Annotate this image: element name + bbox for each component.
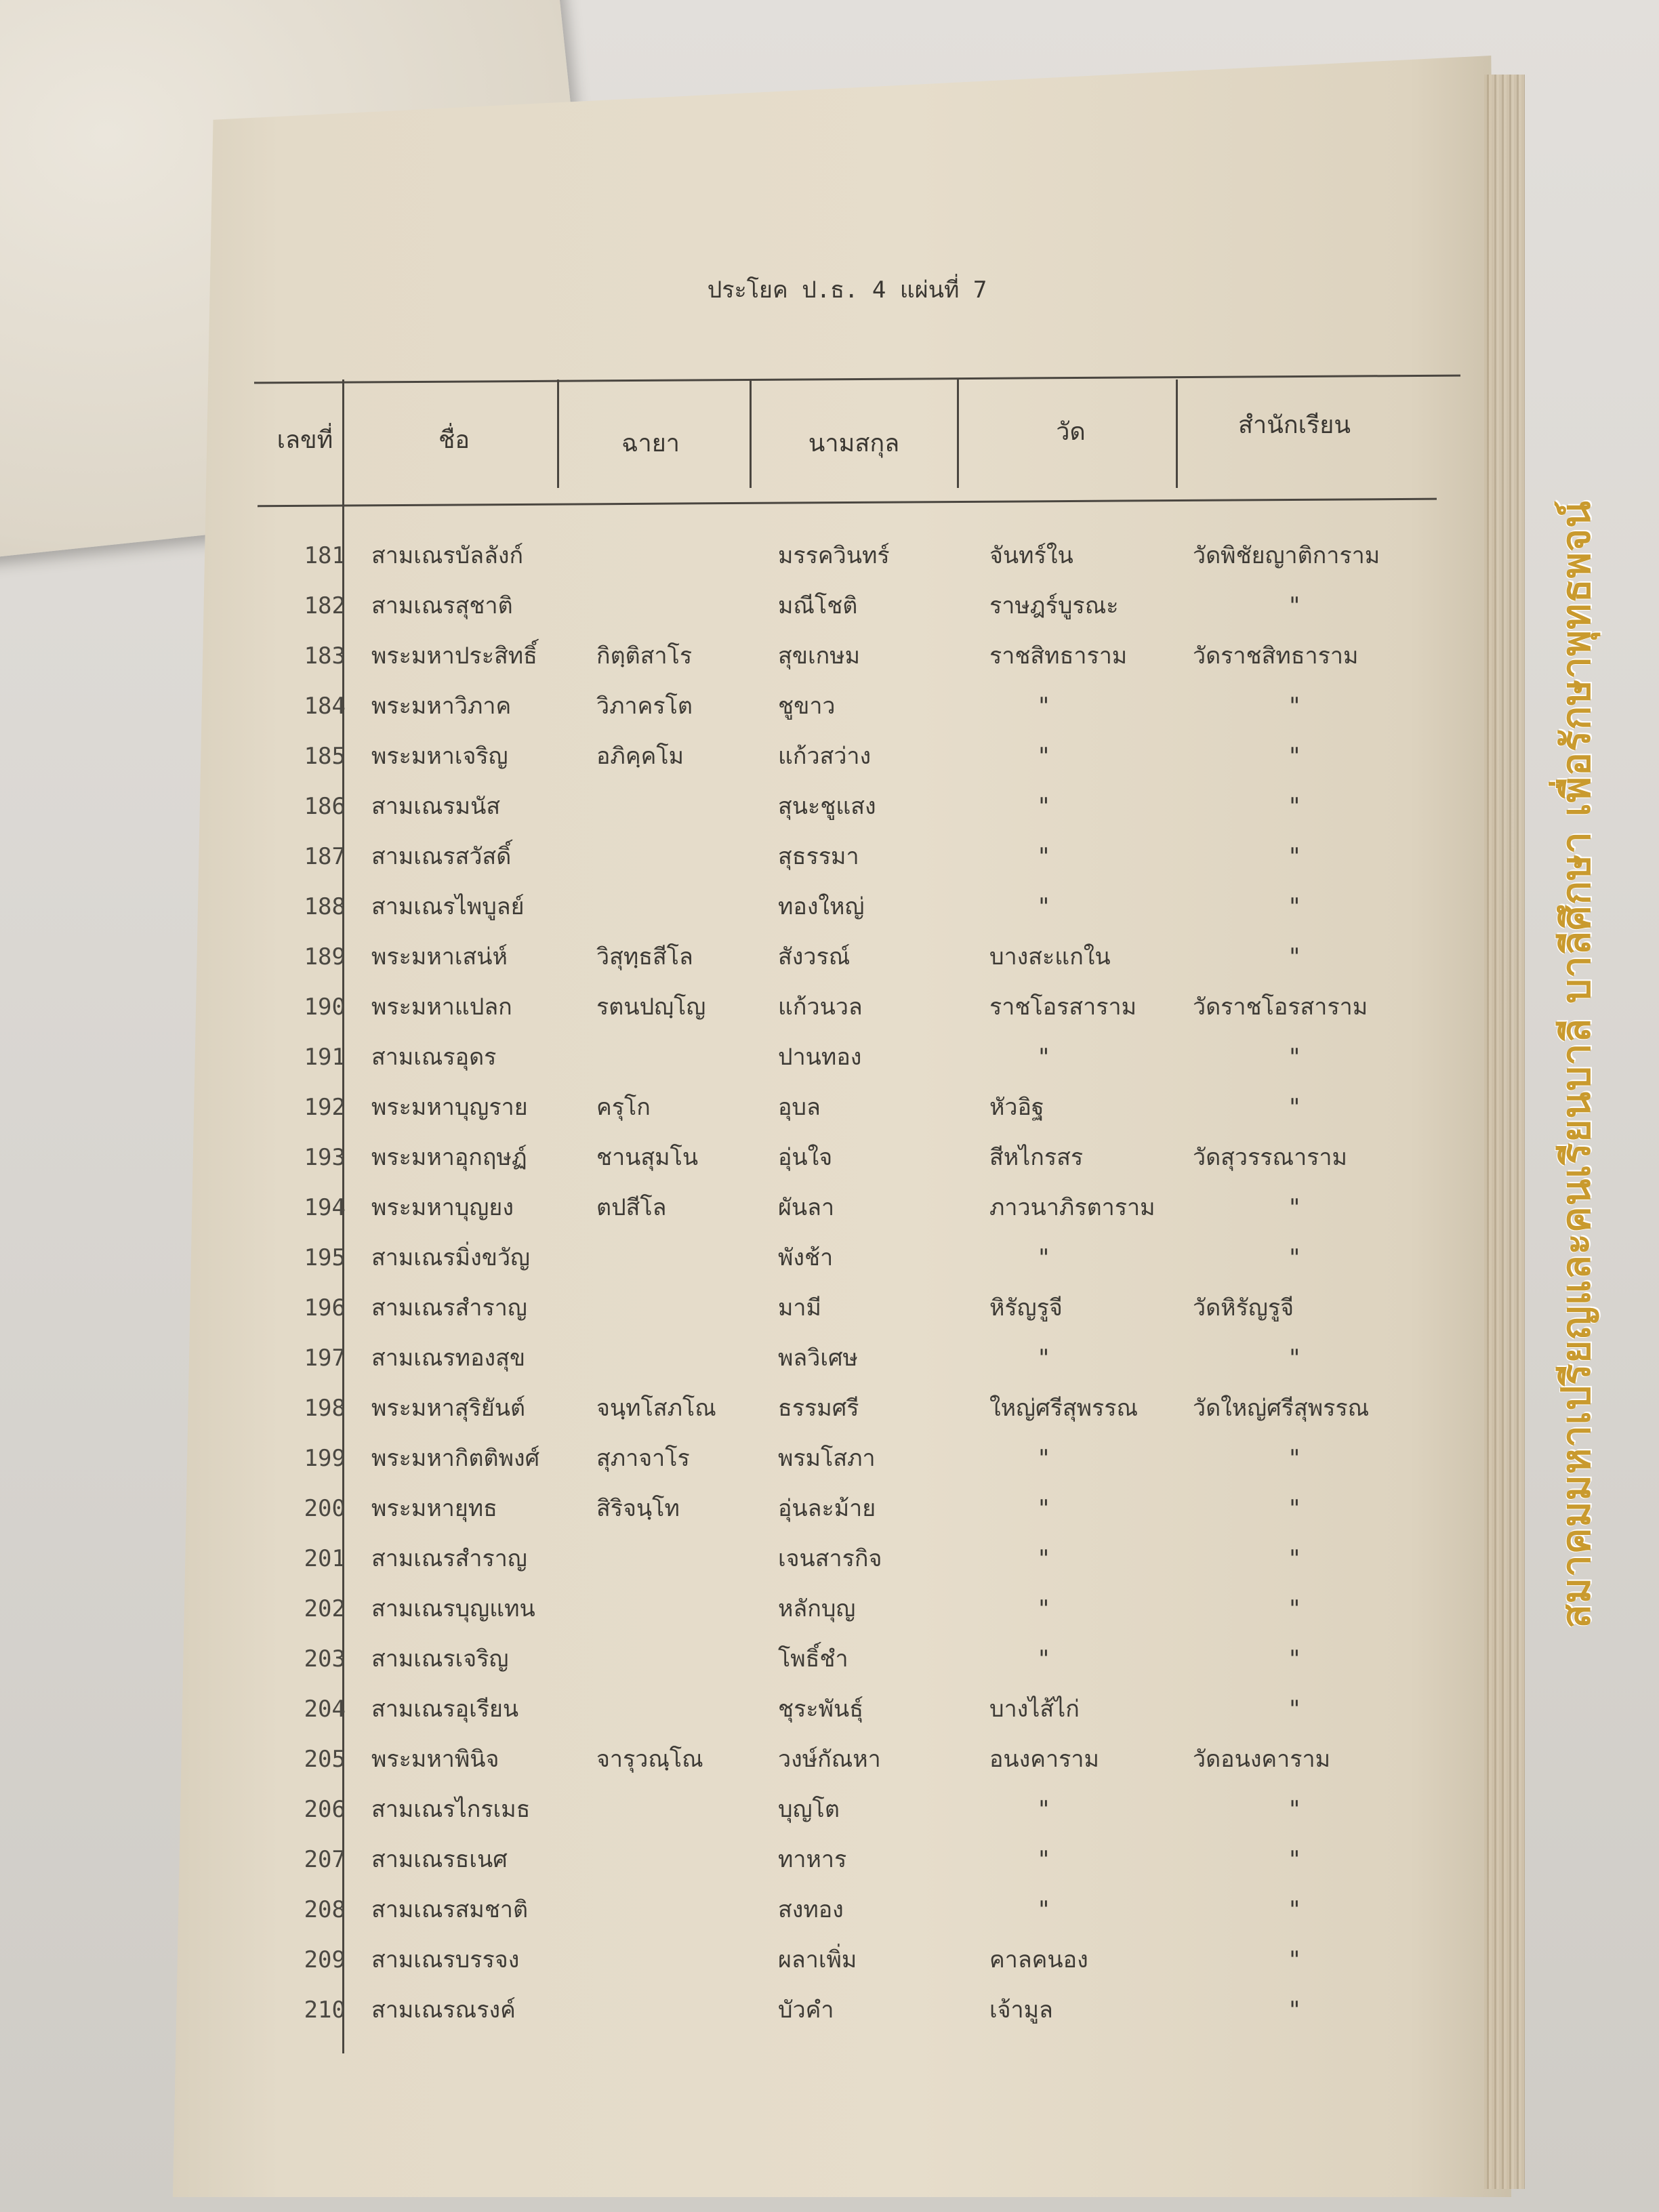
row-school: " [1288, 1946, 1302, 1973]
row-number: 198 [304, 1395, 346, 1422]
row-school: " [1288, 1595, 1302, 1622]
row-surname: วงษ์กัณหา [778, 1746, 881, 1773]
row-number: 192 [304, 1094, 346, 1121]
row-number: 193 [304, 1144, 346, 1171]
row-temple: " [1037, 1896, 1051, 1923]
row-temple: บางสะแกใน [989, 943, 1111, 970]
row-number: 209 [304, 1946, 346, 1973]
table-row [0, 1839, 1659, 1880]
row-surname: ผลาเพิ่ม [778, 1946, 857, 1973]
row-name: สามเณรบัลลังก์ [371, 542, 524, 569]
table-row [0, 1087, 1659, 1128]
row-school: " [1288, 1345, 1302, 1372]
row-number: 206 [304, 1796, 346, 1823]
row-school: " [1288, 1244, 1302, 1271]
row-name: พระมหาสุริยันต์ [371, 1395, 526, 1422]
table-row [0, 1940, 1659, 1980]
row-name: พระมหาบุญราย [371, 1094, 528, 1121]
watermark-text: สมาคมมหาเปรียญและคนเรียนบาลี บาลีศึกษา เพื่อรักษาพุทธพจน์ [1553, 499, 1599, 1629]
row-surname: มรรควินทร์ [778, 542, 890, 569]
row-name: สามเณรมนัส [371, 793, 501, 820]
row-number: 182 [304, 592, 346, 619]
row-alias: สุภาจาโร [596, 1445, 690, 1472]
row-school: " [1288, 743, 1302, 770]
row-school: วัดหิรัญรูจี [1193, 1294, 1294, 1322]
row-name: พระมหาพินิจ [371, 1746, 499, 1773]
row-temple: ราษฎร์บูรณะ [989, 592, 1119, 619]
row-surname: โพธิ์ชำ [778, 1645, 848, 1673]
table-row [0, 1338, 1659, 1378]
row-temple: " [1037, 693, 1051, 720]
row-name: พระมหาบุญยง [371, 1194, 514, 1221]
table-row [0, 1538, 1659, 1579]
row-number: 194 [304, 1194, 346, 1221]
row-number: 183 [304, 642, 346, 670]
row-number: 190 [304, 994, 346, 1021]
row-temple: หิรัญรูจี [989, 1294, 1063, 1322]
row-school: " [1288, 893, 1302, 920]
row-temple: " [1037, 1244, 1051, 1271]
row-school: " [1288, 1645, 1302, 1673]
table-row [0, 987, 1659, 1027]
row-school: วัดอนงคาราม [1193, 1746, 1331, 1773]
table-row [0, 686, 1659, 726]
row-school: " [1288, 693, 1302, 720]
row-surname: พรมโสภา [778, 1445, 876, 1472]
row-name: พระมหายุทธ [371, 1495, 497, 1522]
row-name: พระมหาเจริญ [371, 743, 508, 770]
table-row [0, 1288, 1659, 1328]
row-temple: " [1037, 1796, 1051, 1823]
row-school: " [1288, 1445, 1302, 1472]
row-surname: ทองใหญ่ [778, 893, 865, 920]
row-number: 199 [304, 1445, 346, 1472]
row-surname: อุ่นใจ [778, 1144, 833, 1171]
row-school: " [1288, 1094, 1302, 1121]
row-surname: แก้วนวล [778, 994, 863, 1021]
row-temple: " [1037, 1595, 1051, 1622]
row-name: สามเณรไพบูลย์ [371, 893, 525, 920]
row-number: 181 [304, 542, 346, 569]
row-alias: กิตฺติสาโร [596, 642, 693, 670]
row-temple: " [1037, 1495, 1051, 1522]
row-number: 187 [304, 843, 346, 870]
row-temple: ใหญ่ศรีสุพรรณ [989, 1395, 1139, 1422]
row-surname: บัวคำ [778, 1996, 834, 2024]
table-row [0, 1037, 1659, 1078]
column-divider-5 [1176, 380, 1178, 488]
row-number: 196 [304, 1294, 346, 1322]
row-number: 188 [304, 893, 346, 920]
row-number: 208 [304, 1896, 346, 1923]
row-surname: อุ่นละม้าย [778, 1495, 876, 1522]
row-school: " [1288, 1194, 1302, 1221]
row-name: พระมหาประสิทธิ์ [371, 642, 537, 670]
row-school: " [1288, 1846, 1302, 1873]
row-school: วัดราชโอรสาราม [1193, 994, 1368, 1021]
row-surname: พังช้า [778, 1244, 834, 1271]
row-number: 204 [304, 1696, 346, 1723]
row-surname: พลวิเศษ [778, 1345, 858, 1372]
row-temple: ราชสิทธาราม [989, 642, 1128, 670]
column-divider-2 [557, 380, 559, 488]
row-temple: " [1037, 1445, 1051, 1472]
row-temple: หัวอิฐ [989, 1094, 1044, 1121]
row-name: สามเณรไกรเมธ [371, 1796, 531, 1823]
row-school: " [1288, 1044, 1302, 1071]
row-name: สามเณรบุญแทน [371, 1595, 535, 1622]
row-surname: ปานทอง [778, 1044, 862, 1071]
header-school: สำนักเรียน [1238, 411, 1351, 439]
row-school: " [1288, 592, 1302, 619]
row-school: วัดพิชัยญาติการาม [1193, 542, 1380, 569]
table-row [0, 1438, 1659, 1479]
watermark [1525, 420, 1626, 1708]
table-row [0, 1488, 1659, 1529]
table-row [0, 586, 1659, 626]
row-surname: หลักบุญ [778, 1595, 856, 1622]
row-surname: มามี [778, 1294, 821, 1322]
row-school: วัดสุวรรณาราม [1193, 1144, 1347, 1171]
row-name: พระมหาแปลก [371, 994, 512, 1021]
row-name: สามเณรอุดร [371, 1044, 497, 1071]
row-surname: ชูขาว [778, 693, 836, 720]
row-temple: บางไส้ไก่ [989, 1696, 1080, 1723]
row-number: 185 [304, 743, 346, 770]
table-row [0, 1739, 1659, 1780]
table-row [0, 1237, 1659, 1278]
row-number: 191 [304, 1044, 346, 1071]
row-surname: บุญโต [778, 1796, 840, 1823]
row-temple: " [1037, 793, 1051, 820]
row-number: 202 [304, 1595, 346, 1622]
row-name: สามเณรสำราญ [371, 1545, 527, 1572]
row-school: " [1288, 943, 1302, 970]
row-school: " [1288, 793, 1302, 820]
row-number: 186 [304, 793, 346, 820]
row-school: " [1288, 1896, 1302, 1923]
row-surname: ชุระพันธุ์ [778, 1696, 864, 1723]
row-temple: " [1037, 1846, 1051, 1873]
page-heading: ประโยค ป.ธ. 4 แผ่นที่ 7 [707, 276, 987, 304]
row-number: 184 [304, 693, 346, 720]
table-row [0, 1388, 1659, 1429]
row-name: พระมหาอุกฤษฏ์ [371, 1144, 527, 1171]
row-surname: สุขเกษม [778, 642, 861, 670]
row-temple: เจ้ามูล [989, 1996, 1053, 2024]
header-no: เลขที่ [276, 426, 333, 454]
row-temple: " [1037, 1044, 1051, 1071]
row-alias: ครุโก [596, 1094, 651, 1121]
row-name: สามเณรมิ่งขวัญ [371, 1244, 530, 1271]
header-temple: วัด [1056, 418, 1086, 446]
row-name: สามเณรสำราญ [371, 1294, 527, 1322]
row-school: " [1288, 1495, 1302, 1522]
table-row [0, 636, 1659, 676]
column-divider-4 [957, 380, 959, 488]
table-row [0, 886, 1659, 927]
row-surname: ทาหาร [778, 1846, 847, 1873]
row-school: " [1288, 1796, 1302, 1823]
table-row [0, 535, 1659, 576]
row-surname: สังวรณ์ [778, 943, 851, 970]
row-school: วัดใหญ่ศรีสุพรรณ [1193, 1395, 1370, 1422]
header-surname: นามสกุล [808, 430, 900, 457]
row-temple: ราชโอรสาราม [989, 994, 1136, 1021]
row-number: 189 [304, 943, 346, 970]
row-temple: จันทร์ใน [989, 542, 1073, 569]
row-alias: วิภาครโต [596, 693, 693, 720]
table-row [0, 1137, 1659, 1178]
row-temple: " [1037, 893, 1051, 920]
table-row [0, 1689, 1659, 1729]
row-alias: วิสุทฺธสีโล [596, 943, 693, 970]
row-alias: ตปสีโล [596, 1194, 667, 1221]
row-alias: สิริจนฺโท [596, 1495, 680, 1522]
row-surname: สุธรรมา [778, 843, 859, 870]
row-name: สามเณรสุชาติ [371, 592, 513, 619]
row-surname: สุนะชูแสง [778, 793, 876, 820]
row-number: 200 [304, 1495, 346, 1522]
row-name: สามเณรอุเรียน [371, 1696, 519, 1723]
row-temple: สีหไกรสร [989, 1144, 1084, 1171]
row-name: พระมหาวิภาค [371, 693, 512, 720]
table-row [0, 937, 1659, 977]
row-number: 207 [304, 1846, 346, 1873]
row-surname: ธรรมศรี [778, 1395, 859, 1422]
row-temple: " [1037, 1645, 1051, 1673]
row-number: 203 [304, 1645, 346, 1673]
row-surname: แก้วสว่าง [778, 743, 872, 770]
row-surname: สงทอง [778, 1896, 844, 1923]
row-school: " [1288, 1996, 1302, 2024]
header-name: ชื่อ [438, 426, 470, 454]
table-row [0, 836, 1659, 877]
table-row [0, 786, 1659, 827]
row-name: พระมหากิตติพงศ์ [371, 1445, 540, 1472]
row-school: " [1288, 843, 1302, 870]
table-row [0, 1889, 1659, 1930]
row-school: " [1288, 1696, 1302, 1723]
row-name: สามเณรทองสุข [371, 1345, 526, 1372]
row-temple: อนงคาราม [989, 1746, 1099, 1773]
table-row [0, 1789, 1659, 1830]
row-alias: จารุวณฺโณ [596, 1746, 703, 1773]
row-number: 201 [304, 1545, 346, 1572]
column-divider-3 [750, 380, 752, 488]
row-school: วัดราชสิทธาราม [1193, 642, 1359, 670]
row-name: สามเณรบรรจง [371, 1946, 520, 1973]
row-alias: จนฺทโสภโณ [596, 1395, 716, 1422]
row-name: สามเณรสมชาติ [371, 1896, 529, 1923]
row-temple: คาลคนอง [989, 1946, 1088, 1973]
row-school: " [1288, 1545, 1302, 1572]
row-temple: " [1037, 743, 1051, 770]
table-row [0, 1990, 1659, 2030]
row-temple: " [1037, 843, 1051, 870]
row-number: 195 [304, 1244, 346, 1271]
row-surname: ผันลา [778, 1194, 835, 1221]
header-alias: ฉายา [621, 430, 680, 457]
row-alias: รตนปญฺโญ [596, 994, 706, 1021]
row-number: 210 [304, 1996, 346, 2024]
row-name: สามเณรณรงค์ [371, 1996, 516, 2024]
row-number: 205 [304, 1746, 346, 1773]
row-name: สามเณรเจริญ [371, 1645, 509, 1673]
row-name: พระมหาเสน่ห์ [371, 943, 508, 970]
row-alias: อภิคฺคโม [596, 743, 684, 770]
row-temple: " [1037, 1345, 1051, 1372]
table-row [0, 1639, 1659, 1679]
table-row [0, 1589, 1659, 1629]
row-name: สามเณรธเนศ [371, 1846, 508, 1873]
row-temple: ภาวนาภิรตาราม [989, 1194, 1155, 1221]
row-surname: เจนสารกิจ [778, 1545, 882, 1572]
row-alias: ชานสุมโน [596, 1144, 699, 1171]
table-row [0, 736, 1659, 777]
row-name: สามเณรสวัสดิ์ [371, 843, 512, 870]
table-row [0, 1187, 1659, 1228]
row-surname: อุบล [778, 1094, 821, 1121]
row-temple: " [1037, 1545, 1051, 1572]
row-surname: มณีโชติ [778, 592, 858, 619]
row-number: 197 [304, 1345, 346, 1372]
